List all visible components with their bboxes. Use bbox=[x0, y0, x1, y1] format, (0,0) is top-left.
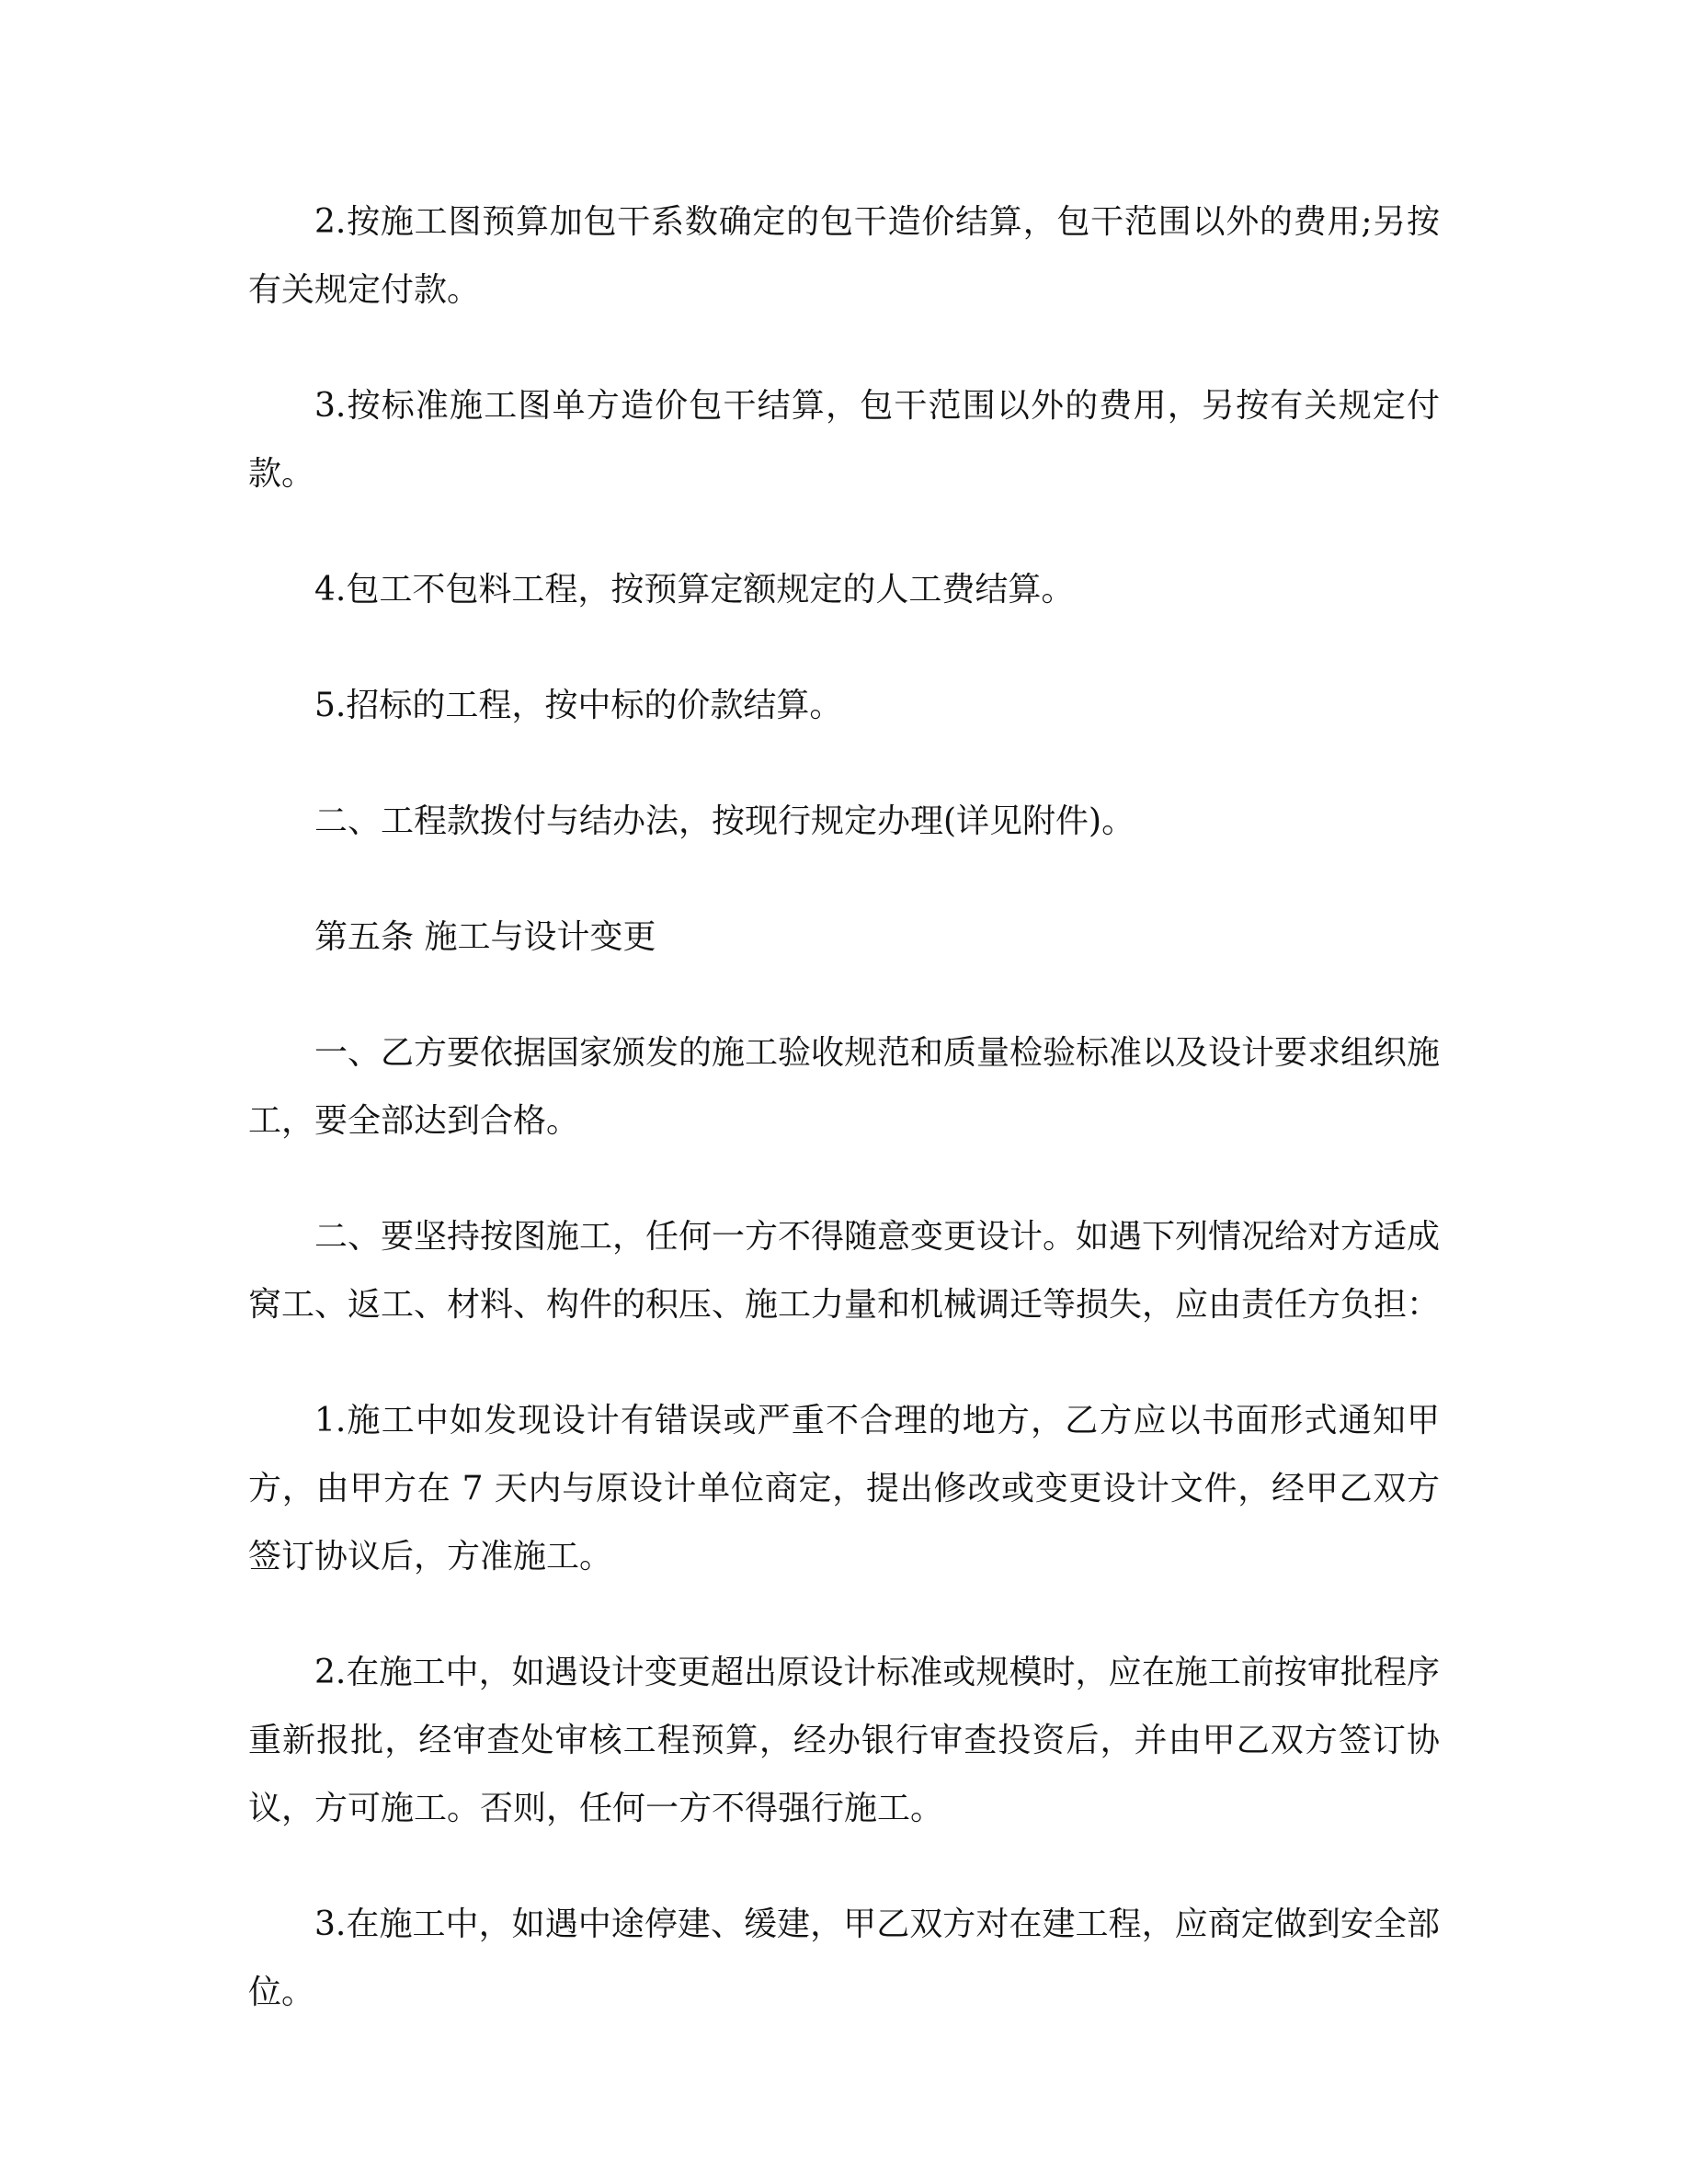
document-body bbox=[248, 188, 1440, 2027]
paragraph-settlement-2: 2.按施工图预算加包干系数确定的包干造价结算，包干范围以外的费用;另按有关规定付款。 bbox=[248, 203, 1440, 309]
article-heading: 第五条 施工与设计变更 bbox=[314, 918, 656, 956]
paragraph-design-error: 1.施工中如发现设计有错误或严重不合理的地方，乙方应以书面形式通知甲方，由甲方在 7 天内与原设计单位商定，提出修改或变更设计文件，经甲乙双方签订协议后，方准施工。 bbox=[248, 1402, 1440, 1575]
paragraph-design-change-approval: 2.在施工中，如遇设计变更超出原设计标准或规模时，应在施工前按审批程序重新报批，经审查处审核工程预算，经办银行审查投资后，并由甲乙双方签订协议，方可施工。否则，任何一方不得强行施工。 bbox=[248, 1654, 1440, 1827]
paragraph-suspension: 3.在施工中，如遇中途停建、缓建，甲乙双方对在建工程，应商定做到安全部位。 bbox=[248, 1905, 1440, 2011]
paragraph-construction-standard: 一、乙方要依据国家颁发的施工验收规范和质量检验标准以及设计要求组织施工，要全部达到合格。 bbox=[248, 1034, 1441, 1140]
paragraph-payment-method: 二、工程款拨付与结办法，按现行规定办理(详见附件)。 bbox=[314, 802, 1135, 840]
paragraph-settlement-3: 3.按标准施工图单方造价包干结算，包干范围以外的费用，另按有关规定付款。 bbox=[248, 387, 1440, 493]
paragraph-design-change-rule: 二、要坚持按图施工，任何一方不得随意变更设计。如遇下列情况给对方适成窝工、返工、材料、构件的积压、施工力量和机械调迁等损失，应由责任方负担： bbox=[248, 1218, 1441, 1324]
paragraph-settlement-5: 5.招标的工程，按中标的价款结算。 bbox=[314, 687, 843, 724]
paragraph-settlement-4: 4.包工不包料工程，按预算定额规定的人工费结算。 bbox=[314, 571, 1075, 609]
